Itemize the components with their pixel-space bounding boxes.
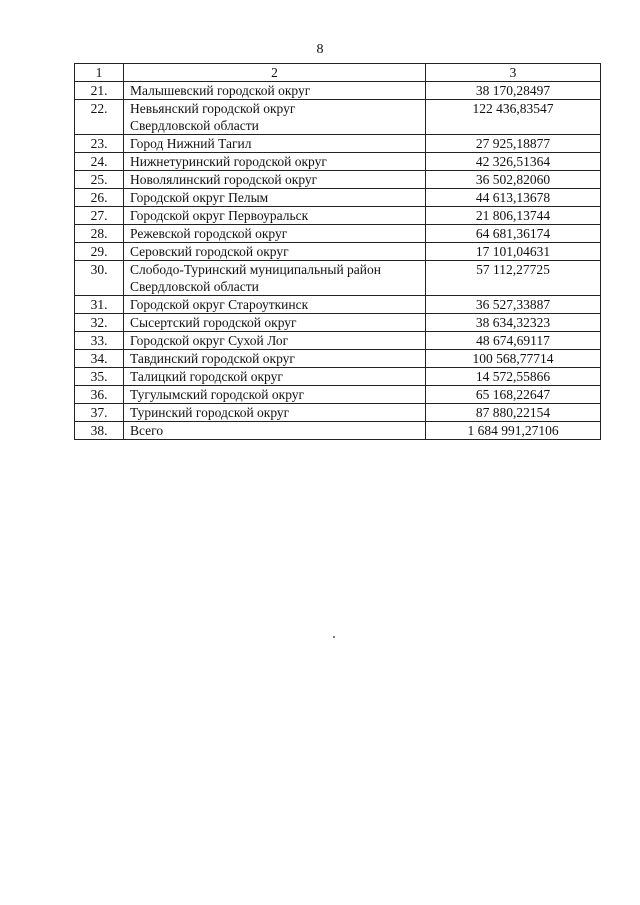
- row-number: 28.: [75, 225, 124, 243]
- row-value: 100 568,77714: [426, 350, 601, 368]
- row-name: [124, 296, 426, 314]
- table-row: [75, 243, 601, 261]
- row-name: [124, 332, 426, 350]
- table-row: [75, 135, 601, 153]
- row-number: 37.: [75, 404, 124, 422]
- row-name: [124, 350, 426, 368]
- row-value: 36 502,82060: [426, 171, 601, 189]
- row-name-line: Тавдинский городской округ: [130, 351, 295, 366]
- row-name-line: Серовский городской округ: [130, 244, 289, 259]
- row-name: [124, 82, 426, 100]
- row-number: 34.: [75, 350, 124, 368]
- row-name-line: Слободо-Туринский муниципальный район: [130, 262, 381, 277]
- row-name: [124, 153, 426, 171]
- row-number: 33.: [75, 332, 124, 350]
- row-value: 44 613,13678: [426, 189, 601, 207]
- table-row: [75, 100, 601, 135]
- row-name-line: Невьянский городской округ: [130, 101, 296, 116]
- row-name: [124, 261, 426, 296]
- row-value: 87 880,22154: [426, 404, 601, 422]
- row-name-line: Новолялинский городской округ: [130, 172, 318, 187]
- row-name: [124, 135, 426, 153]
- row-value: 1 684 991,27106: [426, 422, 601, 440]
- column-header-number: 1: [75, 64, 124, 82]
- table-row: [75, 332, 601, 350]
- row-value: 122 436,83547: [426, 100, 601, 135]
- row-value: 27 925,18877: [426, 135, 601, 153]
- row-number: 22.: [75, 100, 124, 135]
- table-row: [75, 189, 601, 207]
- row-value: 36 527,33887: [426, 296, 601, 314]
- row-number: 36.: [75, 386, 124, 404]
- row-number: 30.: [75, 261, 124, 296]
- table-row: [75, 422, 601, 440]
- table-body: [75, 82, 601, 440]
- row-value: 65 168,22647: [426, 386, 601, 404]
- row-value: 38 170,28497: [426, 82, 601, 100]
- row-value: 17 101,04631: [426, 243, 601, 261]
- table-row: [75, 207, 601, 225]
- row-name-line: Талицкий городской округ: [130, 369, 283, 384]
- row-number: 32.: [75, 314, 124, 332]
- row-value: 48 674,69117: [426, 332, 601, 350]
- row-name: [124, 225, 426, 243]
- table-row: [75, 261, 601, 296]
- row-name-line: Туринский городской округ: [130, 405, 290, 420]
- row-name-line: Сысертский городской округ: [130, 315, 297, 330]
- row-value: 64 681,36174: [426, 225, 601, 243]
- row-name: [124, 207, 426, 225]
- row-name: [124, 171, 426, 189]
- table-row: [75, 82, 601, 100]
- row-number: 24.: [75, 153, 124, 171]
- row-name: [124, 404, 426, 422]
- row-name-line: Свердловской области: [130, 118, 259, 133]
- column-header-name: 2: [124, 64, 426, 82]
- row-name-line: Городской округ Сухой Лог: [130, 333, 289, 348]
- table-row: [75, 368, 601, 386]
- row-name-line: Всего: [130, 423, 164, 438]
- row-number: 29.: [75, 243, 124, 261]
- column-header-value: 3: [426, 64, 601, 82]
- row-name-line: Режевской городской округ: [130, 226, 288, 241]
- row-value: 57 112,27725: [426, 261, 601, 296]
- row-value: 38 634,32323: [426, 314, 601, 332]
- row-name-line: Свердловской области: [130, 279, 259, 294]
- table-row: [75, 225, 601, 243]
- row-name-line: Нижнетуринский городской округ: [130, 154, 327, 169]
- row-name-line: Городской округ Первоуральск: [130, 208, 309, 223]
- row-name: [124, 189, 426, 207]
- row-name-line: Тугулымский городской округ: [130, 387, 305, 402]
- table-row: [75, 153, 601, 171]
- scan-speck: [333, 636, 335, 638]
- table-header-row: [75, 64, 601, 82]
- row-name: [124, 386, 426, 404]
- row-number: 26.: [75, 189, 124, 207]
- row-number: 21.: [75, 82, 124, 100]
- row-number: 25.: [75, 171, 124, 189]
- row-number: 38.: [75, 422, 124, 440]
- row-name: [124, 243, 426, 261]
- row-value: 42 326,51364: [426, 153, 601, 171]
- row-name-line: Город Нижний Тагил: [130, 136, 252, 151]
- row-name: [124, 368, 426, 386]
- row-number: 35.: [75, 368, 124, 386]
- row-value: 14 572,55866: [426, 368, 601, 386]
- row-name-line: Городской округ Пелым: [130, 190, 269, 205]
- row-name: [124, 314, 426, 332]
- row-number: 31.: [75, 296, 124, 314]
- data-table: [74, 63, 601, 440]
- row-value: 21 806,13744: [426, 207, 601, 225]
- table-row: [75, 314, 601, 332]
- row-name-line: Городской округ Староуткинск: [130, 297, 309, 312]
- row-name-line: Малышевский городской округ: [130, 83, 311, 98]
- table-row: [75, 404, 601, 422]
- row-number: 27.: [75, 207, 124, 225]
- table-row: [75, 350, 601, 368]
- table-row: [75, 171, 601, 189]
- row-name: [124, 100, 426, 135]
- row-number: 23.: [75, 135, 124, 153]
- table-row: [75, 296, 601, 314]
- table-row: [75, 386, 601, 404]
- page-number: 8: [316, 42, 324, 57]
- row-name: [124, 422, 426, 440]
